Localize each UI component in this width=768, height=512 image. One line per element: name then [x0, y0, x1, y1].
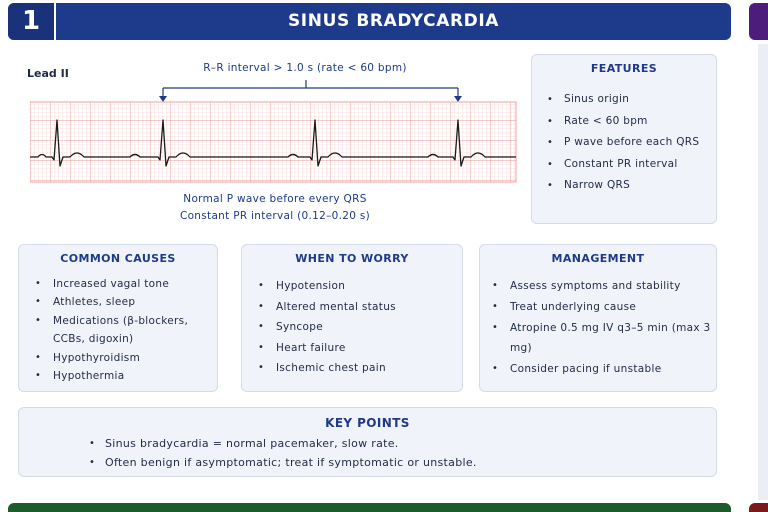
list-item: • Ischemic chest pain	[242, 358, 462, 379]
next-section-corner-edge	[749, 503, 768, 512]
list-item: • P wave before each QRS	[532, 132, 716, 154]
list-item: • Treat underlying cause	[480, 297, 716, 318]
list-item: • Assess symptoms and stability	[480, 276, 716, 297]
list-item: • Hypotension	[242, 276, 462, 297]
key-points-panel	[18, 407, 717, 477]
list-item: • Consider pacing if unstable	[480, 359, 716, 380]
ecg-strip	[30, 80, 520, 185]
rr-bracket	[159, 80, 462, 102]
list-item: • Increased vagal tone	[19, 275, 217, 293]
common-causes-panel	[18, 244, 218, 392]
next-section-panel-edge	[758, 44, 768, 500]
features-title: FEATURES	[590, 62, 658, 75]
when-to-worry-panel	[241, 244, 463, 392]
list-item: • Syncope	[242, 317, 462, 338]
causes-title: COMMON CAUSES	[60, 252, 176, 265]
ecg-grid	[30, 102, 516, 182]
management-panel	[479, 244, 717, 392]
ecg-note-1: Normal P wave before every QRS	[183, 193, 367, 205]
list-item: • Narrow QRS	[532, 175, 716, 197]
page-title: SINUS BRADYCARDIA	[287, 11, 500, 31]
worry-title: WHEN TO WORRY	[295, 252, 409, 265]
list-item: • Often benign if asymptomatic; treat if symptomatic or unstable.	[79, 454, 716, 473]
key-points-title: KEY POINTS	[325, 416, 410, 430]
list-item: • Sinus origin	[532, 89, 716, 111]
list-item: • Atropine 0.5 mg IV q3–5 min (max 3 mg)	[480, 318, 716, 360]
list-item: • Rate < 60 bpm	[532, 111, 716, 133]
list-item: • Athletes, sleep	[19, 293, 217, 311]
list-item: • Medications (β-blockers, CCBs, digoxin)	[19, 312, 217, 349]
list-item: • Heart failure	[242, 338, 462, 359]
list-item: • Hypothyroidism	[19, 349, 217, 367]
list-item: • Hypothermia	[19, 367, 217, 385]
lead-label: Lead II	[27, 67, 69, 80]
list-item: • Altered mental status	[242, 297, 462, 318]
features-panel	[531, 54, 717, 224]
list-item: • Constant PR interval	[532, 154, 716, 176]
next-section-header-edge	[8, 503, 731, 512]
next-section-edge	[749, 3, 768, 40]
list-item: • Sinus bradycardia = normal pacemaker, slow rate.	[79, 435, 716, 454]
rr-interval-annotation: R–R interval > 1.0 s (rate < 60 bpm)	[203, 62, 407, 74]
management-title: MANAGEMENT	[551, 252, 645, 265]
section-number: 1	[8, 3, 56, 40]
ecg-note-2: Constant PR interval (0.12–0.20 s)	[179, 210, 371, 222]
